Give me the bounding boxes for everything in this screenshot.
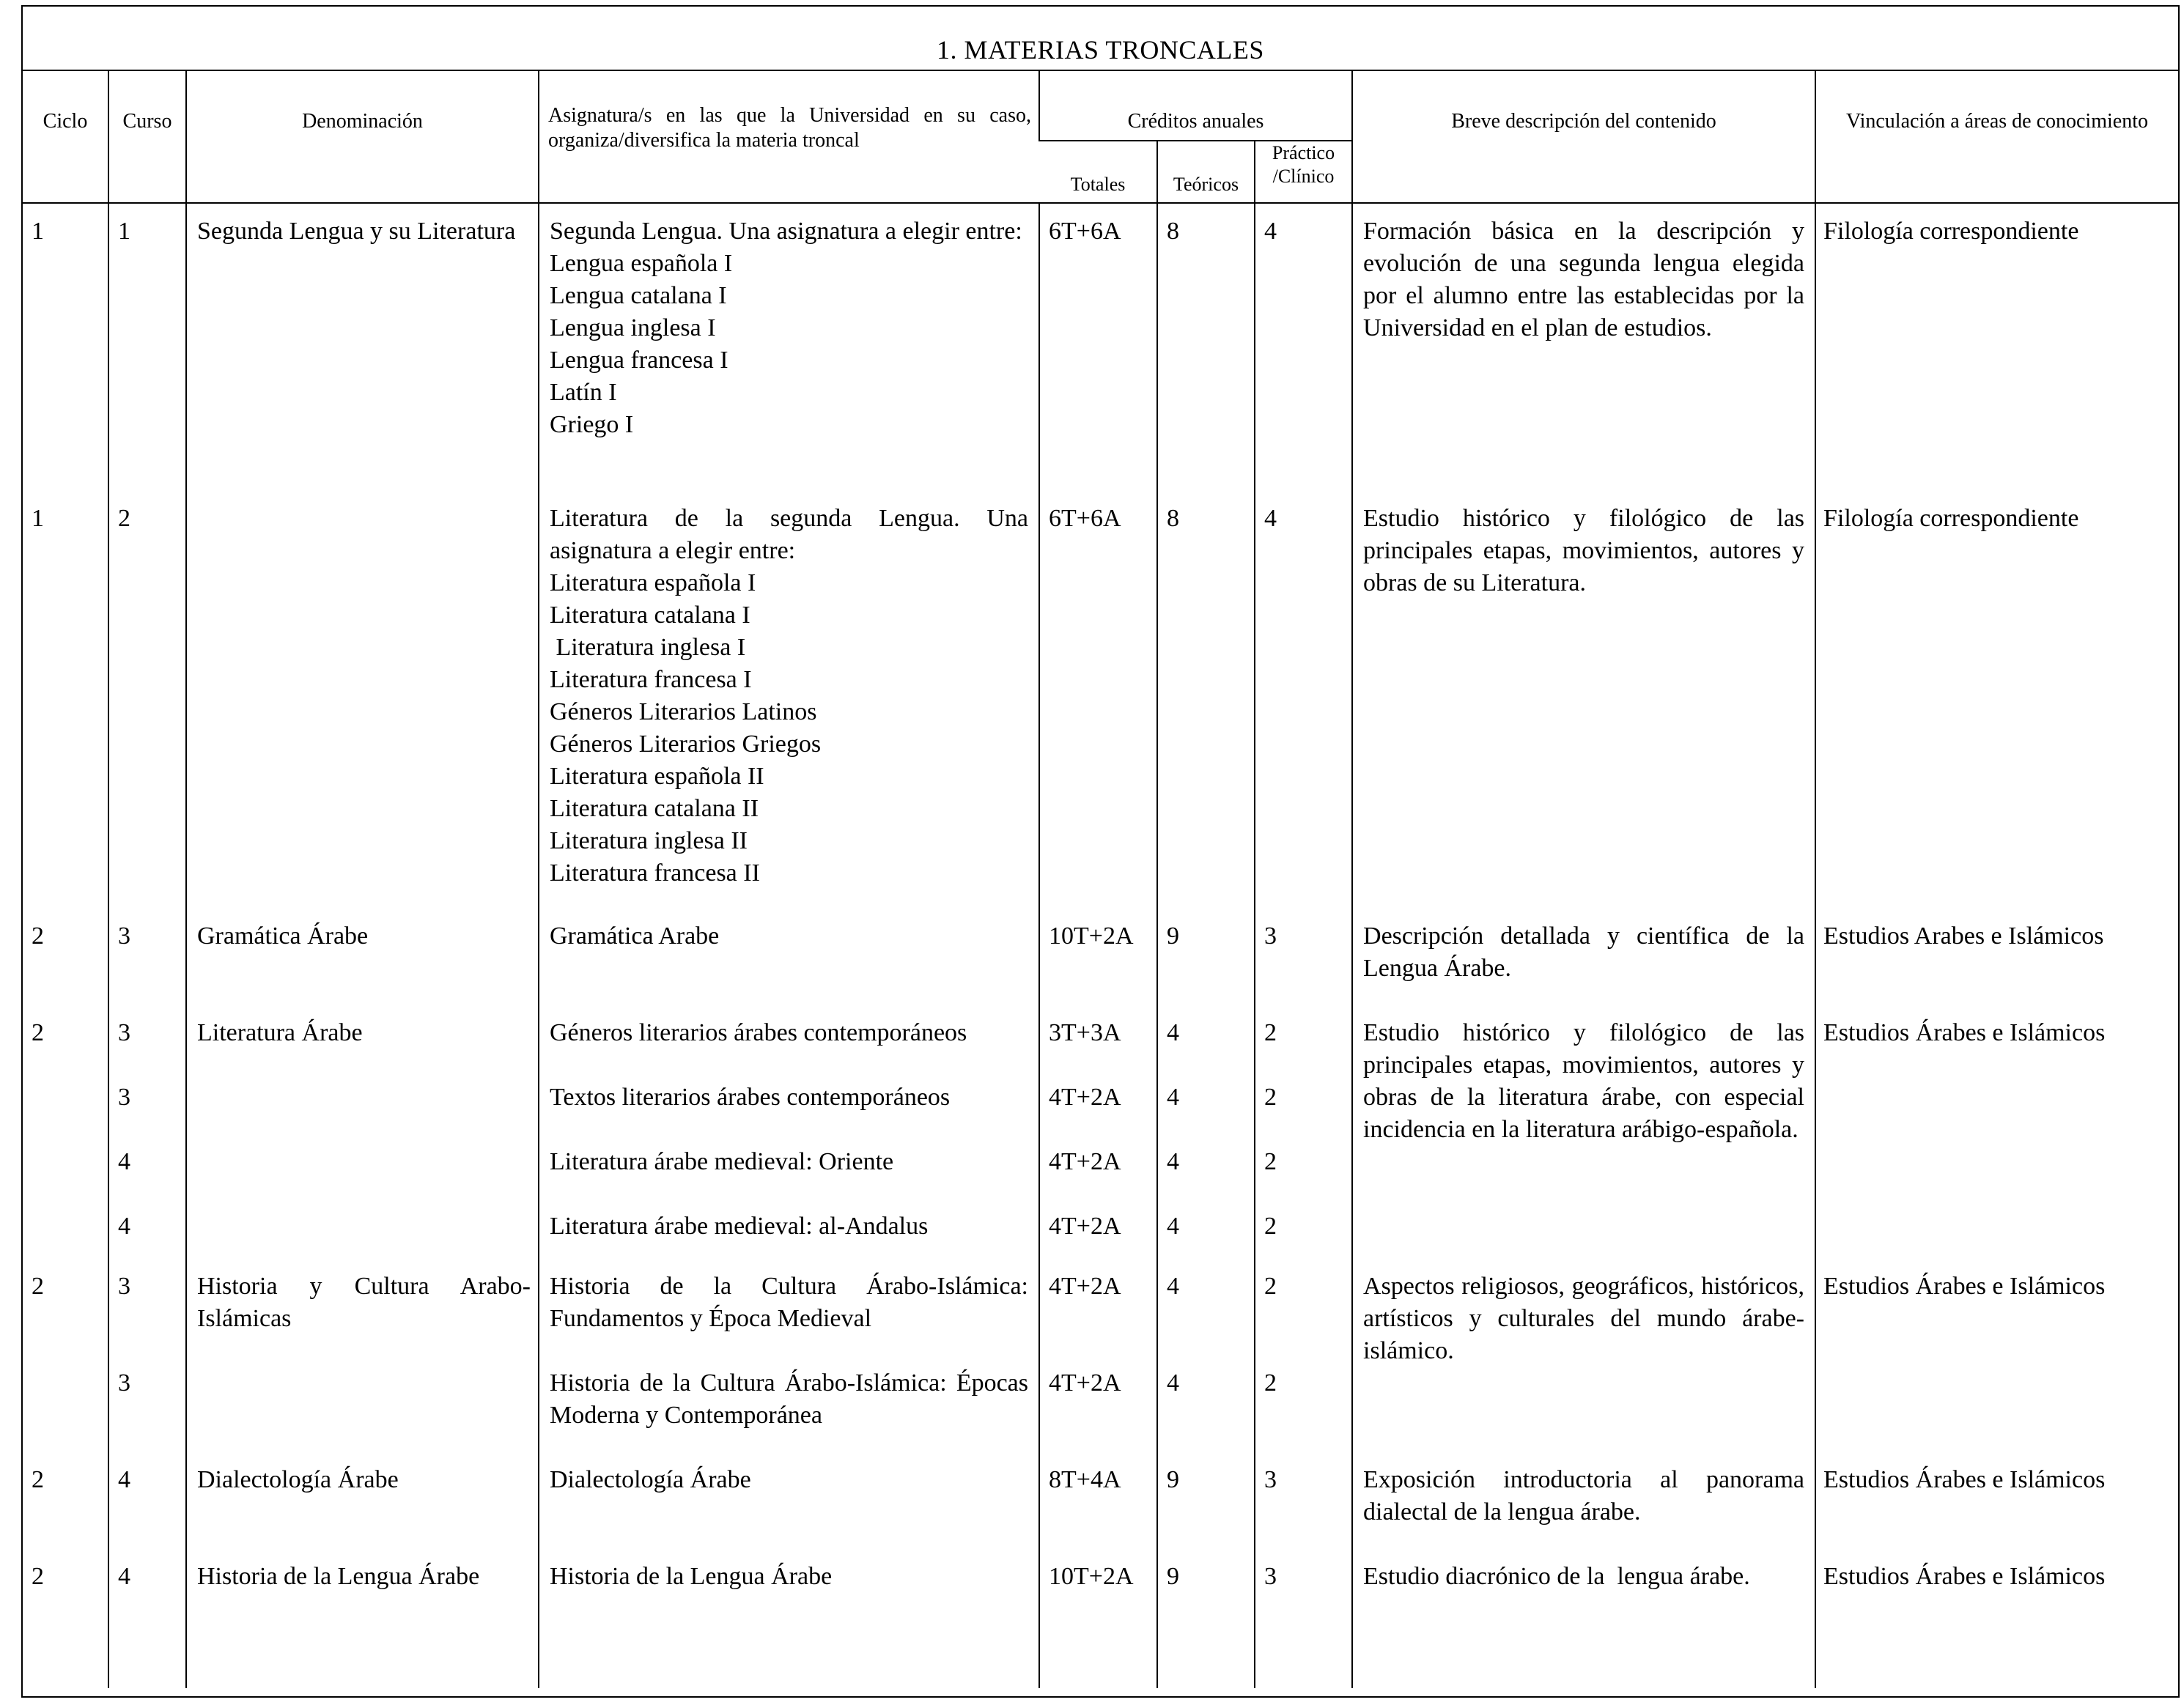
table-row xyxy=(23,1452,2178,1549)
cell-teoricos: 9 xyxy=(1157,1452,1255,1549)
table-row xyxy=(23,203,2178,491)
practicos-item: 2 xyxy=(1264,1019,1277,1046)
totales-item: 4T+2A xyxy=(1049,1369,1121,1397)
cell-ciclo: 1 xyxy=(32,218,44,245)
cell-totales: 6T+6A xyxy=(1039,203,1157,491)
teoricos-item: 4 xyxy=(1167,1084,1179,1111)
cell-descripcion: Exposición introductoria al panorama dialectal de la lengua árabe. xyxy=(1352,1452,1815,1549)
cell-practicos: 4 xyxy=(1255,491,1352,909)
header-totales: Totales xyxy=(1039,141,1157,203)
cell-denominacion: Segunda Lengua y su Literatura xyxy=(186,203,539,491)
asignatura-item: Lengua española I xyxy=(550,250,733,277)
totales-item: 4T+2A xyxy=(1049,1213,1121,1240)
cell-vinculacion: Filología correspondiente xyxy=(1815,203,2178,491)
curso-item: 3 xyxy=(118,1019,130,1046)
cell-asignaturas xyxy=(539,203,1039,491)
cell-asignaturas: Gramática Arabe xyxy=(539,909,1039,1005)
totales-item: 4T+2A xyxy=(1049,1273,1121,1300)
cell-curso xyxy=(108,1005,186,1259)
table-row xyxy=(23,909,2178,1005)
cell-teoricos xyxy=(1157,1005,1255,1259)
cell-asignaturas xyxy=(539,491,1039,909)
practicos-item: 2 xyxy=(1264,1084,1277,1111)
asignatura-item: Literatura catalana I xyxy=(550,602,750,629)
table-row xyxy=(23,1549,2178,1688)
document-page xyxy=(21,5,2180,1698)
cell-asignaturas xyxy=(539,1005,1039,1259)
header-practico-line1: Práctico xyxy=(1272,142,1335,163)
teoricos-item: 4 xyxy=(1167,1369,1179,1397)
cell-curso: 1 xyxy=(108,203,186,491)
practicos-item: 2 xyxy=(1264,1369,1277,1397)
cell-practicos: 3 xyxy=(1255,1549,1352,1688)
teoricos-item: 4 xyxy=(1167,1148,1179,1175)
cell-practicos: 4 xyxy=(1255,203,1352,491)
cell-denominacion: Gramática Árabe xyxy=(186,909,539,1005)
header-teoricos: Teóricos xyxy=(1157,141,1255,203)
table-row xyxy=(23,491,2178,909)
cell-vinculacion: Estudios Arabes e Islámicos xyxy=(1815,909,2178,1005)
header-practico xyxy=(1255,141,1352,203)
cell-asignaturas xyxy=(539,1259,1039,1452)
asignatura-item: Géneros literarios árabes contemporáneos xyxy=(550,1019,967,1046)
cell-ciclo: 2 xyxy=(32,1563,44,1590)
header-creditos: Créditos anuales xyxy=(1039,71,1352,141)
cell-curso: 3 xyxy=(108,909,186,1005)
asignatura-intro: Literatura de la segunda Lengua. Una asignatura a elegir entre: xyxy=(550,505,1028,564)
cell-descripcion: Estudio diacrónico de la lengua árabe. xyxy=(1352,1549,1815,1688)
asignatura-item: Historia de la Cultura Árabo-Islámica: Épocas Moderna y Contemporánea xyxy=(550,1369,1028,1429)
cell-asignaturas: Historia de la Lengua Árabe xyxy=(539,1549,1039,1688)
asignatura-item: Griego I xyxy=(550,411,634,438)
cell-totales: 10T+2A xyxy=(1039,909,1157,1005)
asignatura-item: Literatura inglesa I xyxy=(550,634,746,661)
cell-vinculacion: Estudios Árabes e Islámicos xyxy=(1815,1005,2178,1259)
asignatura-item: Literatura inglesa II xyxy=(550,827,748,854)
cell-vinculacion: Filología correspondiente xyxy=(1815,491,2178,909)
asignatura-item: Literatura catalana II xyxy=(550,795,759,822)
cell-ciclo: 1 xyxy=(32,505,44,532)
asignatura-item: Latín I xyxy=(550,379,617,406)
cell-practicos xyxy=(1255,1005,1352,1259)
asignatura-item: Géneros Literarios Latinos xyxy=(550,698,817,725)
header-descripcion: Breve descripción del contenido xyxy=(1352,71,1815,203)
cell-descripcion: Estudio histórico y filológico de las principales etapas, movimientos, autores y obras de su Literatura. xyxy=(1352,491,1815,909)
cell-ciclo: 2 xyxy=(32,1466,44,1493)
header-denominacion: Denominación xyxy=(186,71,539,203)
cell-ciclo: 2 xyxy=(32,1019,44,1046)
cell-curso xyxy=(108,1259,186,1452)
cell-curso: 4 xyxy=(108,1452,186,1549)
cell-denominacion xyxy=(186,491,539,909)
asignatura-item: Lengua inglesa I xyxy=(550,314,716,341)
table-row xyxy=(23,1259,2178,1452)
page-title: 1. MATERIAS TRONCALES xyxy=(937,35,1264,64)
teoricos-item: 4 xyxy=(1167,1273,1179,1300)
cell-vinculacion: Estudios Árabes e Islámicos xyxy=(1815,1549,2178,1688)
totales-item: 3T+3A xyxy=(1049,1019,1121,1046)
cell-denominacion: Historia y Cultura Arabo-Islámicas xyxy=(186,1259,539,1452)
cell-teoricos: 9 xyxy=(1157,909,1255,1005)
materias-table xyxy=(23,71,2178,1688)
header-vinculacion: Vinculación a áreas de conocimiento xyxy=(1815,71,2178,203)
cell-practicos: 3 xyxy=(1255,1452,1352,1549)
cell-descripcion: Formación básica en la descripción y evolución de una segunda lengua elegida por el alumno entre las establecidas por la Universidad en el plan de estudios. xyxy=(1352,203,1815,491)
asignatura-item: Lengua francesa I xyxy=(550,347,728,374)
practicos-item: 2 xyxy=(1264,1273,1277,1300)
asignatura-item: Literatura francesa I xyxy=(550,666,752,693)
cell-ciclo: 2 xyxy=(32,922,44,950)
asignatura-item: Literatura española II xyxy=(550,763,764,790)
asignatura-item: Literatura española I xyxy=(550,569,756,596)
totales-item: 4T+2A xyxy=(1049,1148,1121,1175)
asignatura-item: Literatura árabe medieval: Oriente xyxy=(550,1148,894,1175)
asignatura-item: Literatura francesa II xyxy=(550,859,760,887)
teoricos-item: 4 xyxy=(1167,1213,1179,1240)
teoricos-item: 4 xyxy=(1167,1019,1179,1046)
cell-practicos xyxy=(1255,1259,1352,1452)
cell-asignaturas: Dialectología Árabe xyxy=(539,1452,1039,1549)
cell-teoricos: 8 xyxy=(1157,203,1255,491)
cell-teoricos: 8 xyxy=(1157,491,1255,909)
header-practico-line2: /Clínico xyxy=(1272,166,1335,187)
cell-curso: 2 xyxy=(108,491,186,909)
cell-totales xyxy=(1039,1005,1157,1259)
header-curso: Curso xyxy=(108,71,186,203)
asignatura-item: Literatura árabe medieval: al-Andalus xyxy=(550,1213,929,1240)
asignatura-item: Lengua catalana I xyxy=(550,282,727,309)
table-row xyxy=(23,1005,2178,1259)
practicos-item: 2 xyxy=(1264,1148,1277,1175)
asignatura-item: Historia de la Cultura Árabo-Islámica: Fundamentos y Época Medieval xyxy=(550,1273,1028,1332)
cell-denominacion: Historia de la Lengua Árabe xyxy=(186,1549,539,1688)
header-ciclo: Ciclo xyxy=(23,71,108,203)
title-row xyxy=(23,7,2178,71)
asignatura-item: Textos literarios árabes contemporáneos xyxy=(550,1084,951,1111)
cell-descripcion: Aspectos religiosos, geográficos, históricos, artísticos y culturales del mundo árabe-islámico. xyxy=(1352,1259,1815,1452)
asignatura-item: Géneros Literarios Griegos xyxy=(550,731,822,758)
header-asignaturas: Asignatura/s en las que la Universidad en su caso, organiza/diversifica la materia troncal xyxy=(539,71,1039,203)
cell-totales xyxy=(1039,1259,1157,1452)
curso-item: 3 xyxy=(118,1273,130,1300)
cell-vinculacion: Estudios Árabes e Islámicos xyxy=(1815,1259,2178,1452)
curso-item: 3 xyxy=(118,1369,130,1397)
curso-item: 4 xyxy=(118,1213,130,1240)
cell-totales: 6T+6A xyxy=(1039,491,1157,909)
cell-teoricos: 9 xyxy=(1157,1549,1255,1688)
cell-teoricos xyxy=(1157,1259,1255,1452)
cell-denominacion: Dialectología Árabe xyxy=(186,1452,539,1549)
totales-item: 4T+2A xyxy=(1049,1084,1121,1111)
curso-item: 4 xyxy=(118,1148,130,1175)
cell-totales: 8T+4A xyxy=(1039,1452,1157,1549)
cell-descripcion: Descripción detallada y científica de la Lengua Árabe. xyxy=(1352,909,1815,1005)
cell-ciclo: 2 xyxy=(32,1273,44,1300)
cell-curso: 4 xyxy=(108,1549,186,1688)
cell-totales: 10T+2A xyxy=(1039,1549,1157,1688)
cell-vinculacion: Estudios Árabes e Islámicos xyxy=(1815,1452,2178,1549)
cell-practicos: 3 xyxy=(1255,909,1352,1005)
asignatura-intro: Segunda Lengua. Una asignatura a elegir entre: xyxy=(550,218,1022,245)
curso-item: 3 xyxy=(118,1084,130,1111)
cell-descripcion: Estudio histórico y filológico de las principales etapas, movimientos, autores y obras de la literatura árabe, con especial incidencia en la literatura arábigo-española. xyxy=(1352,1005,1815,1259)
cell-denominacion: Literatura Árabe xyxy=(186,1005,539,1259)
practicos-item: 2 xyxy=(1264,1213,1277,1240)
